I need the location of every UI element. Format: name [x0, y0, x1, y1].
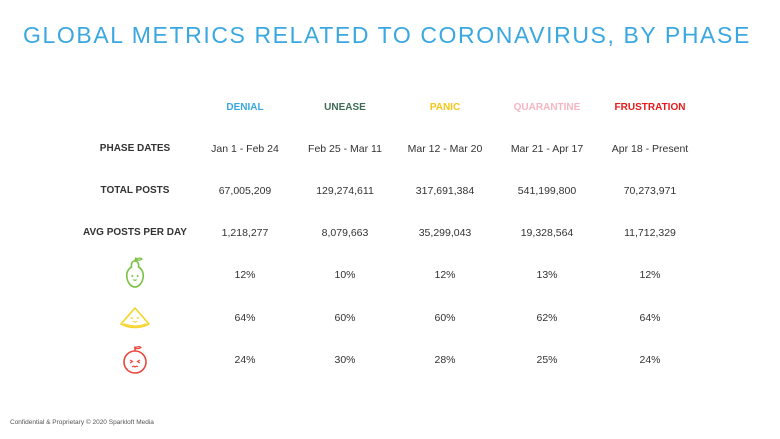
table-cell: 30% — [334, 354, 356, 366]
melon-slice-icon — [118, 301, 152, 335]
table-cell: Feb 25 - Mar 11 — [308, 143, 382, 155]
tomato-icon — [118, 343, 152, 377]
table-cell: Mar 12 - Mar 20 — [407, 143, 483, 155]
table-cell: 13% — [536, 269, 558, 281]
table-cell: 64% — [234, 312, 256, 324]
phase-header-quarantine: QUARANTINE — [513, 102, 581, 113]
table-cell: 62% — [536, 312, 558, 324]
table-cell: 24% — [234, 354, 256, 366]
phase-header-row — [60, 96, 760, 120]
page-title: GLOBAL METRICS RELATED TO CORONAVIRUS, BY PHASE — [23, 22, 751, 48]
sentiment-row-melon — [60, 306, 760, 330]
table-cell: Apr 18 - Present — [611, 143, 689, 155]
avg-posts-row — [60, 221, 760, 245]
table-cell: 12% — [639, 269, 661, 281]
table-cell: Mar 21 - Apr 17 — [510, 143, 584, 155]
table-cell: 11,712,329 — [624, 227, 676, 239]
table-cell: 67,005,209 — [218, 185, 272, 197]
phase-header-unease: UNEASE — [324, 102, 366, 113]
row-label: PHASE DATES — [99, 143, 171, 154]
table-cell: 60% — [434, 312, 456, 324]
total-posts-row — [60, 179, 760, 203]
phase-dates-row — [60, 137, 760, 161]
row-label: AVG POSTS PER DAY — [83, 227, 187, 238]
table-cell: 28% — [434, 354, 456, 366]
phase-header-denial: DENIAL — [226, 102, 264, 113]
table-cell: 317,691,384 — [415, 185, 475, 197]
table-cell: 12% — [234, 269, 256, 281]
footer-copyright: Confidential & Proprietary © 2020 Sparkloft Media — [10, 419, 154, 426]
table-cell: 60% — [334, 312, 356, 324]
table-cell: 1,218,277 — [221, 227, 269, 239]
table-cell: 24% — [639, 354, 661, 366]
table-cell: 35,299,043 — [418, 227, 472, 239]
table-cell: 129,274,611 — [316, 185, 374, 197]
table-cell: 8,079,663 — [321, 227, 369, 239]
table-cell: 70,273,971 — [623, 185, 677, 197]
table-cell: Jan 1 - Feb 24 — [211, 143, 279, 155]
table-cell: 64% — [639, 312, 661, 324]
sentiment-row-pear — [60, 263, 760, 287]
table-cell: 12% — [434, 269, 456, 281]
sentiment-row-tomato — [60, 348, 760, 372]
pear-icon — [118, 256, 152, 290]
row-label: TOTAL POSTS — [100, 185, 170, 196]
table-cell: 10% — [334, 269, 356, 281]
table-cell: 541,199,800 — [517, 185, 577, 197]
phase-header-panic: PANIC — [429, 102, 461, 113]
table-cell: 25% — [536, 354, 558, 366]
phase-header-frustration: FRUSTRATION — [614, 102, 686, 113]
table-cell: 19,328,564 — [520, 227, 574, 239]
